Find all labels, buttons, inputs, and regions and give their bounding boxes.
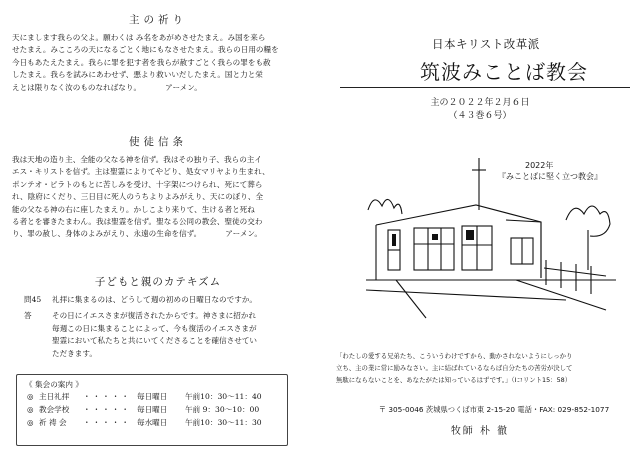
church-name: 筑波みことば教会 — [420, 60, 588, 84]
catechism-title: 子どもと親のカテキズム — [94, 276, 222, 288]
schedule-heading: 《 集会の案内 》 — [25, 380, 83, 389]
pastor-name: 牧師 朴 徹 — [450, 426, 510, 437]
scripture-verse: 「わたしの愛する兄弟たち、こういうわけですから、動かされないようにしっかり 立ち、主の業に常に励みなさい。主に結ばれているならば自分たちの苦労が決して 無駄にならないことを、あなたがたは知っているはずです。」（Iコリント15：58） — [336, 352, 573, 384]
denomination-name: 日本キリスト改革派 — [432, 37, 540, 51]
apostles-creed-text: 我は天地の造り主、全能の父なる神を信ず。我はその独り子、我らの主イ エス・キリストを信ず。主は聖霊によりてやどり、処女マリヤより生まれ、 ポンテオ・ピラトのもとに苦しみを受け、十字架につけられ、死にて葬ら れ、陰府にくだり、三日目に死人のうちよりよみがえり、天にのぼり、全 能の父なる神の右に座したまえり。かしこより来りて、生ける者と死ね る者とを審きたまわん。我は聖霊を信ず。聖なる公同の教会、聖徒の交わ り、罪の赦し、身体のよみがえり、永遠の生命を信ず。 アーメン。 — [12, 155, 270, 239]
bulletin-volume: （４３巻６号） — [448, 111, 512, 121]
bullet-icon: ◎ — [27, 418, 34, 427]
answer-mark: 答 — [24, 311, 32, 321]
question-number: 問45 — [24, 295, 42, 304]
schedule-row: ◎ 主日礼拝 ・・・・・ 毎日曜日 午前10：30〜11：40 — [27, 392, 262, 401]
apostles-creed-title: 使徒信条 — [129, 136, 187, 148]
bulletin-date: 主の２０２２年２月６日 — [430, 98, 530, 108]
answer-text: その日にイエスさまが復活されたからです。神さまに招かれ 毎週この日に集まることによって、今も復活のイエスさまが 聖霊において私たちと共にいてくださることを確信させてい ただきます。 — [52, 311, 258, 358]
lords-prayer-title: 主の祈り — [129, 14, 187, 26]
year-label: 2022年 — [525, 161, 554, 170]
apostles-creed-section — [12, 134, 304, 241]
church-address: 〒 305-0046 茨城県つくば市東 2-15-20 電話・FAX: 029-852-1077 — [378, 405, 610, 414]
lords-prayer-text: 天にまします我らの父よ。願わくは み名をあがめさせたまえ。み国を来ら せたまえ。みこころの天になるごとく地にもなさせたまえ。我らの日用の糧を 今日もあたえたまえ。我らに罪を犯す者を我らが赦すごとく我らの罪をも赦 したまえ。我らを試みにあわせず、悪より救いいだしたまえ。国と力と栄 えとは限りなく汝のものなればなり。 アーメン。 — [12, 33, 279, 92]
meeting-schedule-box — [16, 374, 288, 446]
prayer-amen: アーメン。 — [165, 82, 202, 92]
yearly-theme: 『みことばに堅く立つ教会』 — [498, 172, 602, 181]
bullet-icon: ◎ — [27, 392, 34, 401]
catechism-answer — [12, 310, 304, 360]
schedule-row: ◎ 祈 祷 会 ・・・・・ 毎水曜日 午前10：30〜11：30 — [27, 418, 262, 427]
question-text: 礼拝に集まるのは、どうして週の初めの日曜日なのですか。 — [52, 295, 258, 304]
lords-prayer-section — [12, 12, 304, 94]
schedule-row: ◎ 教会学校 ・・・・・ 毎日曜日 午前 9：30〜10：00 — [27, 405, 260, 414]
creed-amen: アーメン。 — [225, 229, 262, 239]
header-divider — [340, 87, 630, 88]
bullet-icon: ◎ — [27, 405, 34, 414]
catechism-section — [12, 274, 304, 360]
catechism-question — [12, 294, 304, 306]
